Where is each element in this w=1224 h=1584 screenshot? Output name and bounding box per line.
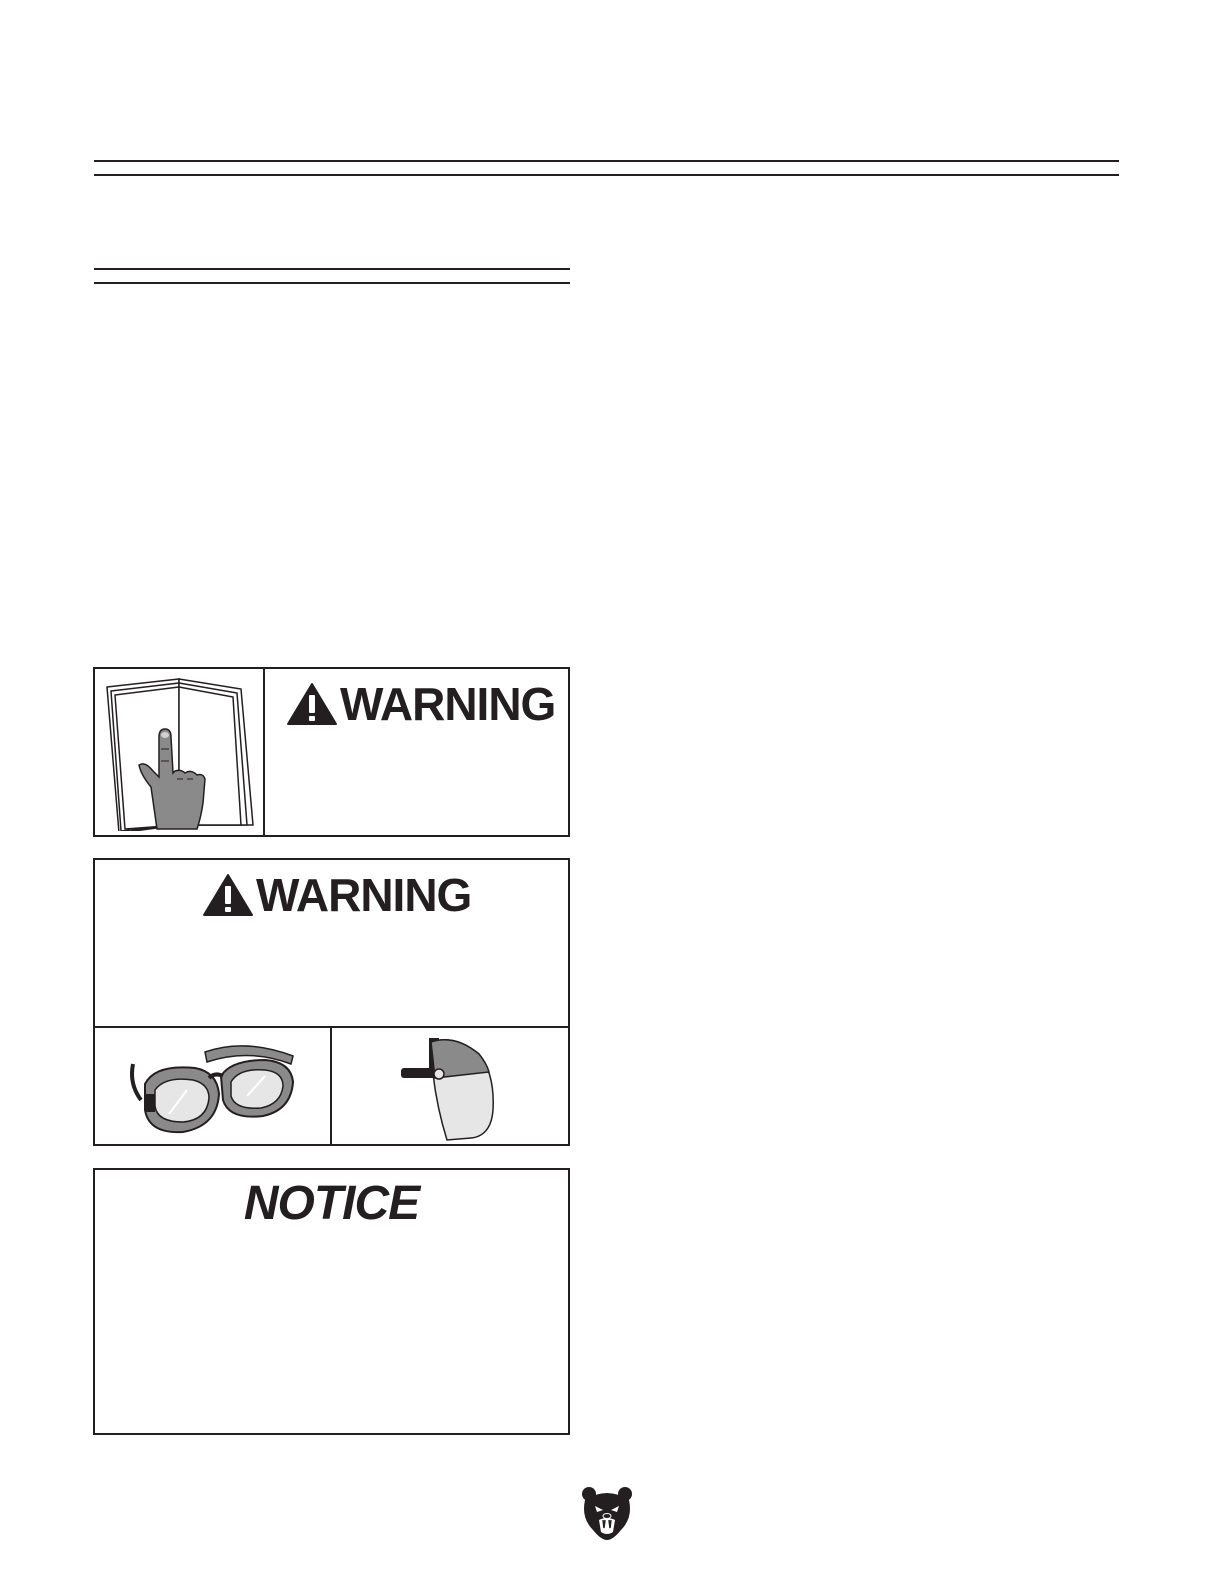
warning-box-eye-protection (93, 858, 570, 1146)
warning-title-2 (202, 869, 472, 921)
section-rule-bottom (94, 282, 570, 284)
warning-box-divider (263, 669, 265, 835)
safety-glasses-icon (125, 1034, 305, 1138)
manual-reading-icon (101, 675, 257, 831)
warning-box-manual (93, 667, 570, 837)
notice-box (93, 1168, 570, 1435)
warning-triangle-icon (286, 682, 338, 726)
warning-box-2-vdivider (330, 1026, 332, 1144)
header-rule-bottom (94, 174, 1119, 176)
notice-title: NOTICE (243, 1177, 420, 1230)
face-shield-icon (395, 1034, 507, 1144)
warning-title-text-2: WARNING (256, 869, 472, 921)
header-rule-top (94, 160, 1119, 162)
warning-title-text-1: WARNING (340, 678, 556, 730)
warning-triangle-icon (202, 873, 254, 917)
warning-title-1 (286, 678, 556, 730)
bear-logo-icon (581, 1486, 633, 1540)
section-rule-top (94, 268, 570, 270)
